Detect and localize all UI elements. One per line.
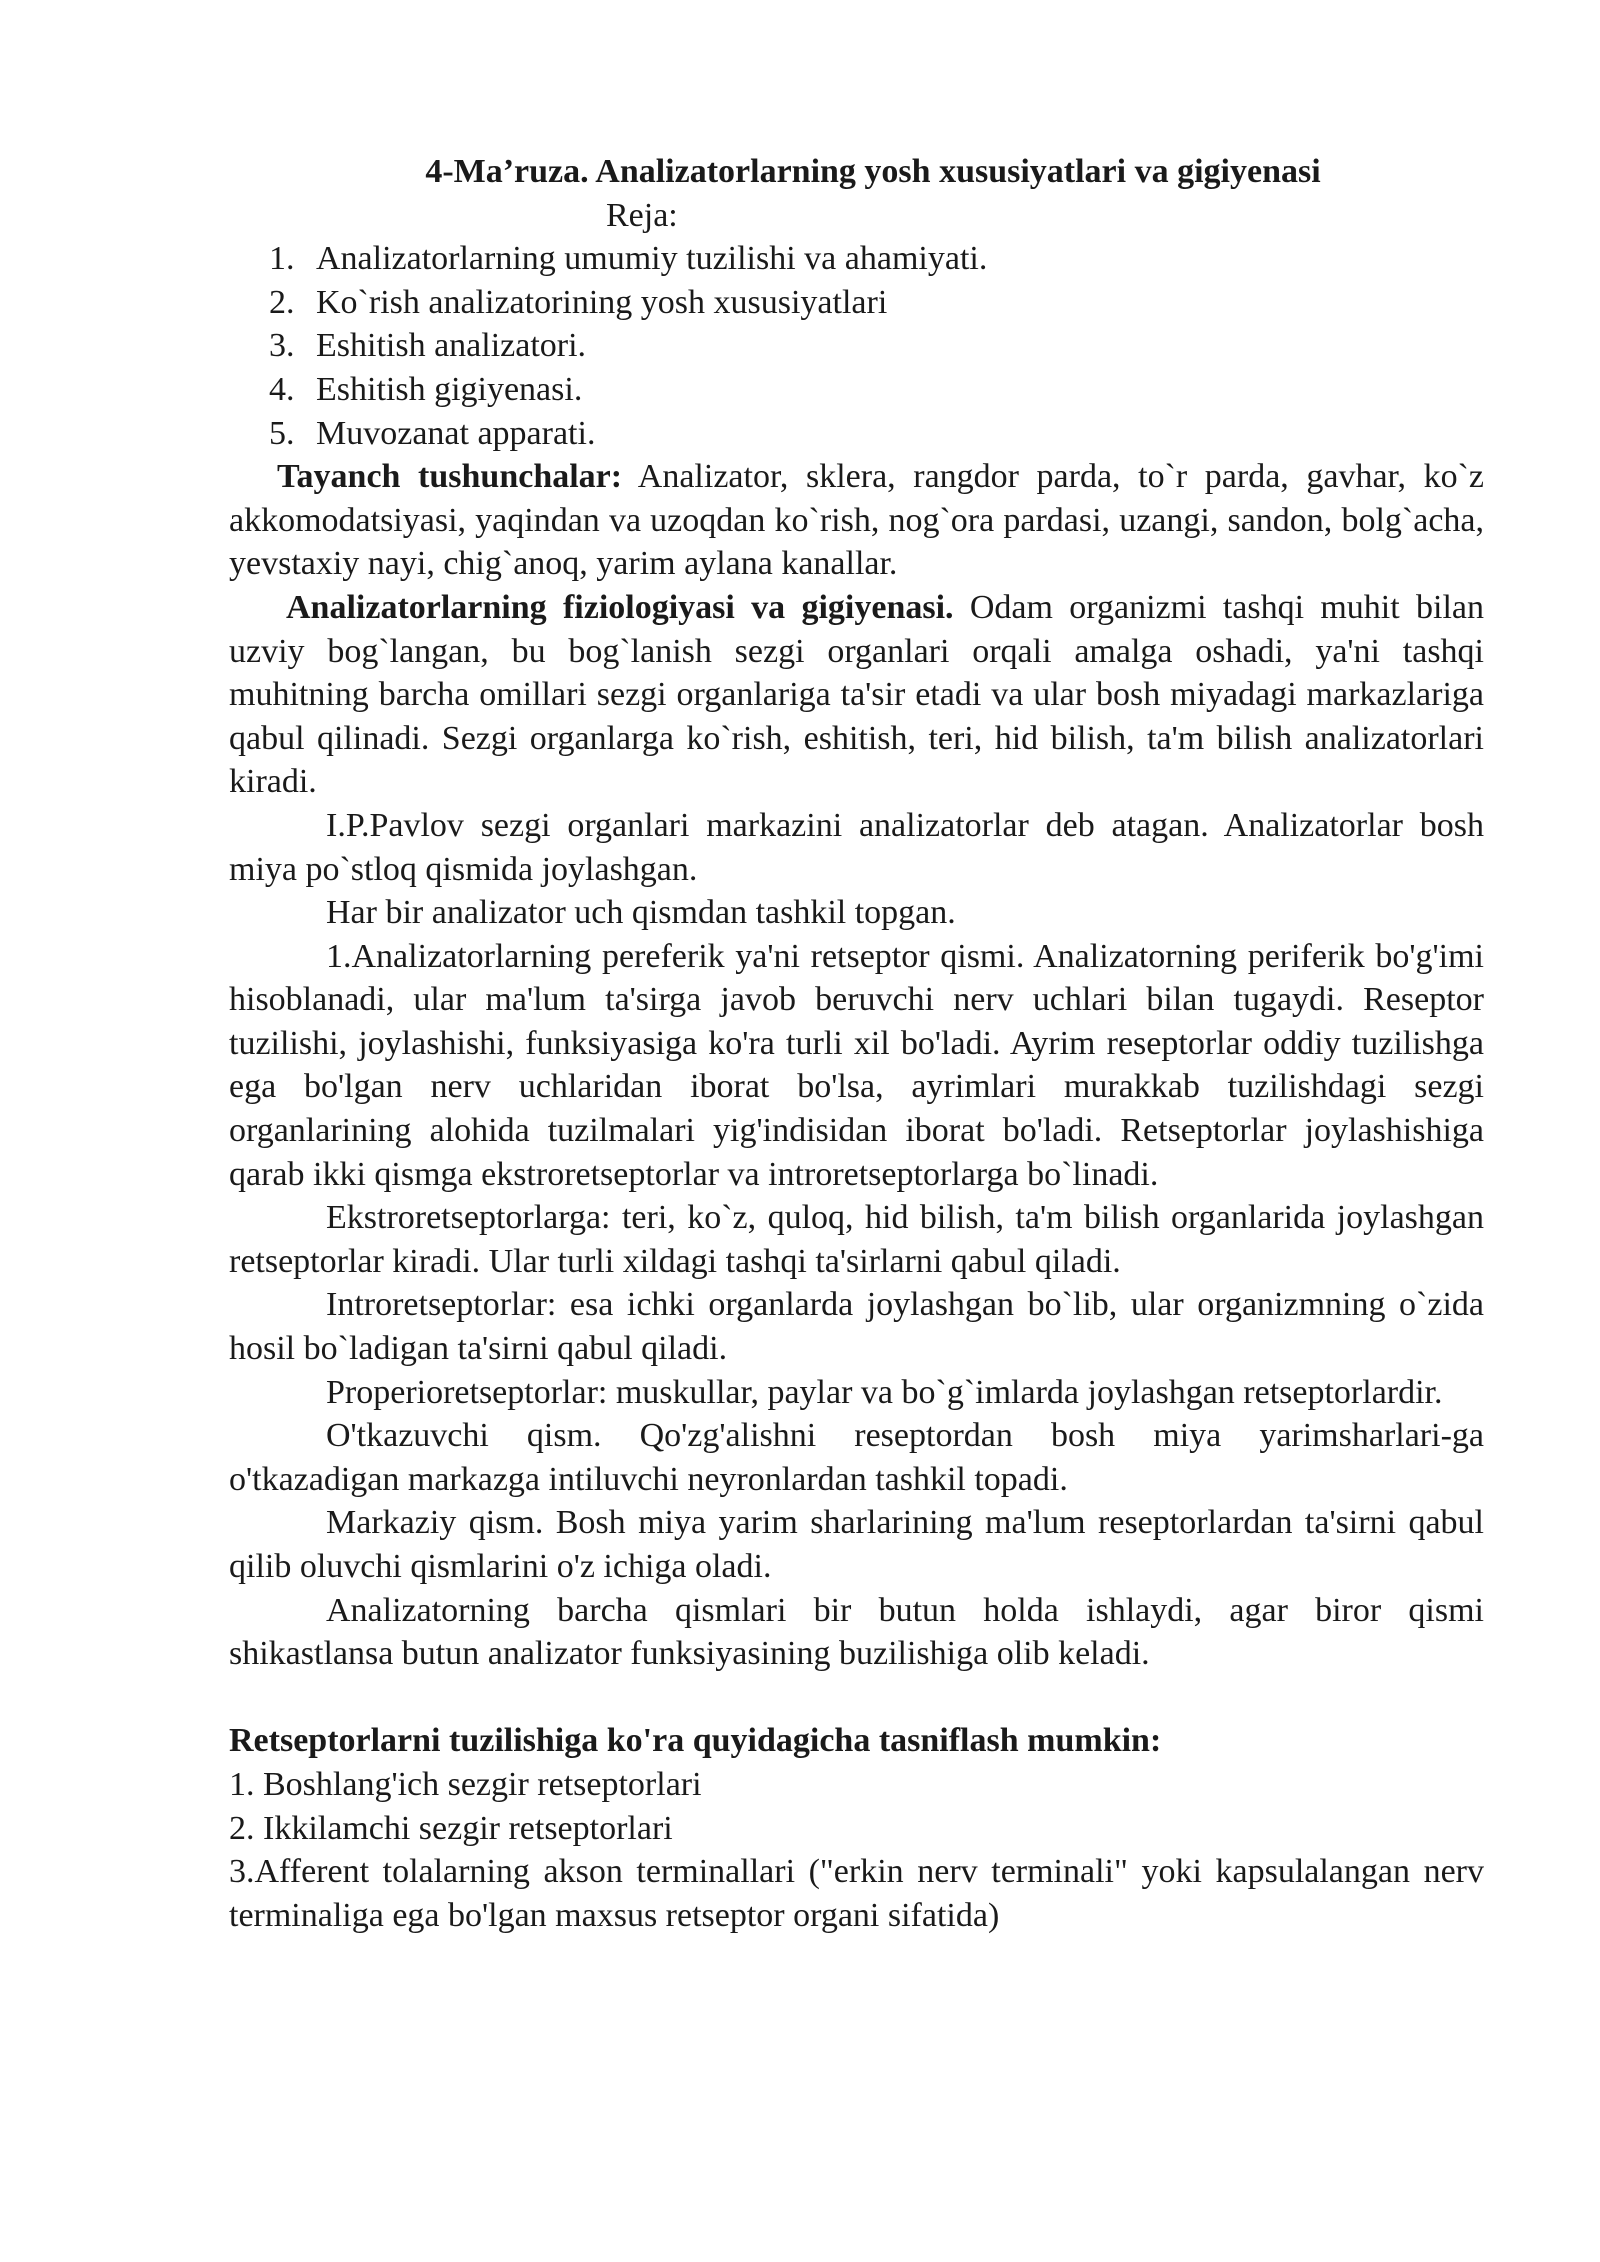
lecture-title: 4-Ma’ruza. Analizatorlarning yosh xususiyatlari va gigiyenasi	[425, 153, 1321, 190]
classification-item: 2. Ikkilamchi sezgir retseptorlari	[229, 1809, 673, 1847]
plan-item	[229, 237, 1484, 281]
classification-heading	[229, 1719, 1484, 1763]
plan-item-number: 4.	[269, 370, 295, 408]
plan-item-text: Eshitish analizatori.	[316, 327, 587, 365]
plan-list	[229, 237, 1484, 455]
plan-item-text: Eshitish gigiyenasi.	[316, 370, 583, 408]
plan-item-text: Analizatorlarning umumiy tuzilishi va ahamiyati.	[316, 240, 988, 278]
body-paragraph: I.P.Pavlov sezgi organlari markazini analizatorlar deb atagan. Analizatorlar bosh miya po`stloq qismida joylashgan.	[229, 806, 1484, 888]
body-paragraph: Analizatorning barcha qismlari bir butun holda ishlaydi, agar biror qismi shikastlansa butun analizator funksiyasining buzilishiga olib keladi.	[229, 1591, 1484, 1673]
plan-item-text: Muvozanat apparati.	[316, 414, 596, 452]
plan-item-number: 2.	[269, 283, 295, 321]
classification-item: 1. Boshlang'ich sezgir retseptorlari	[229, 1765, 702, 1803]
plan-item-number: 1.	[269, 240, 295, 278]
plan-item-number: 3.	[269, 327, 295, 365]
key-terms-label: Tayanch tushunchalar:	[277, 458, 623, 496]
plan-item-text: Ko`rish analizatorining yosh xususiyatlari	[316, 283, 888, 321]
body-paragraph: O'tkazuvchi qism. Qo'zg'alishni reseptordan bosh miya yarimsharlari-ga o'tkazadigan markazga intiluvchi neyronlardan tashkil topadi.	[229, 1417, 1484, 1498]
plan-item	[229, 368, 1484, 412]
body-paragraph: Har bir analizator uch qismdan tashkil topgan.	[326, 894, 956, 932]
classification-heading-text: Retseptorlarni tuzilishiga ko'ra quyidagicha tasniflash mumkin:	[229, 1722, 1162, 1760]
key-terms-text: Analizator, sklera, rangdor parda, to`r parda, gavhar, ko`z akkomodatsiyasi, yaqindan va uzoqdan ko`rish, nog`ora pardasi, uzangi, sandon, bolg`acha, yevstaxiy nayi, chig`anoq, yarim aylana kanallar.	[229, 458, 1484, 583]
blank-line	[229, 1676, 1484, 1720]
plan-item	[229, 324, 1484, 368]
body-paragraph: Introretseptorlar: esa ichki organlarda joylashgan bo`lib, ular organizmning o`zida hosil bo`ladigan ta'sirni qabul qiladi.	[229, 1286, 1484, 1368]
section-paragraph	[229, 586, 1484, 804]
body-paragraph: Properioretseptorlar: muskullar, paylar va bo`g`imlarda joylashgan retseptorlardir.	[326, 1373, 1443, 1411]
classification-list	[229, 1763, 1484, 1937]
classification-item: 3.Afferent tolalarning akson terminallari ("erkin nerv terminali" yoki kapsulalangan nerv terminaliga ega bo'lgan maxsus retseptor organi sifatida)	[229, 1853, 1484, 1934]
section-text: Odam organizmi tashqi muhit bilan uzviy bog`langan, bu bog`lanish sezgi organlari orqali amalga oshadi, ya'ni tashqi muhitning barcha omillari sezgi organlariga ta'sir etadi va ular bosh miyadagi markazlariga qabul qilinadi. Sezgi organlarga ko`rish, eshitish, teri, hid bilish, ta'm bilish analizatorlari kiradi.	[229, 588, 1485, 801]
body-paragraph: Markaziy qism. Bosh miya yarim sharlarining ma'lum reseptorlardan ta'sirni qabul qilib oluvchi qismlarini o'z ichiga oladi.	[229, 1504, 1484, 1585]
plan-item-number: 5.	[269, 414, 295, 452]
plan-item	[229, 412, 1484, 456]
plan-label: Reja:	[606, 196, 678, 234]
document-page	[229, 150, 1484, 1937]
section-heading: Analizatorlarning fiziologiyasi va gigiyenasi.	[286, 588, 954, 626]
body-paragraph: 1.Analizatorlarning pereferik ya'ni retseptor qismi. Analizatorning periferik bo'g'imi hisoblanadi, ular ma'lum ta'sirga javob beruvchi nerv uchlari bilan tugaydi. Reseptor tuzilishi, joylashishi, funksiyasiga ko'ra turli xil bo'ladi. Ayrim reseptorlar oddiy tuzilishga ega bo'lgan nerv uchlaridan iborat bo'lsa, ayrimlari murakkab tuzilishdagi sezgi organlarining alohida tuzilmalari yig'indisidan iborat bo'ladi. Retseptorlar joylashishiga qarab ikki qismga ekstroretseptorlar va introretseptorlarga bo`linadi.	[229, 937, 1484, 1193]
plan-item	[229, 281, 1484, 325]
body-paragraph: Ekstroretseptorlarga: teri, ko`z, quloq, hid bilish, ta'm bilish organlarida joylashgan retseptorlar kiradi. Ular turli xildagi tashqi ta'sirlarni qabul qiladi.	[229, 1199, 1484, 1280]
key-terms-paragraph	[229, 455, 1484, 586]
